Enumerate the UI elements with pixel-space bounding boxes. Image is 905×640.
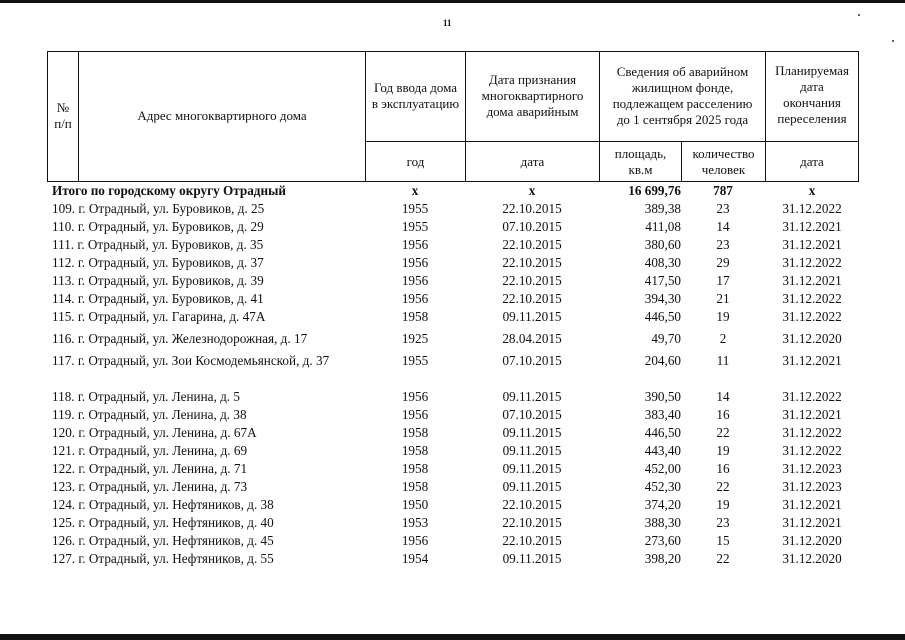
scan-bottom-border — [0, 634, 905, 640]
row-people: 19 — [716, 443, 730, 458]
table-row — [47, 254, 859, 272]
row-date: 09.11.2015 — [502, 461, 562, 476]
row-address: 121. г. Отрадный, ул. Ленина, д. 69 — [52, 443, 248, 458]
row-year: 1956 — [401, 255, 429, 270]
table-row — [47, 550, 859, 568]
row-address: 111. г. Отрадный, ул. Буровиков, д. 35 — [52, 237, 264, 252]
row-planned: 31.12.2022 — [782, 389, 842, 404]
table-row — [47, 424, 859, 442]
table-row — [47, 200, 859, 218]
row-planned: 31.12.2021 — [782, 353, 842, 368]
row-year: 1956 — [401, 237, 429, 252]
row-people: 17 — [716, 273, 730, 288]
row-year: 1956 — [401, 389, 429, 404]
row-area: 204,60 — [644, 353, 681, 368]
header-col-info: Сведения об аварийном жилищном фонде, подлежащем расселению до 1 сентября 2025 года — [612, 64, 753, 127]
row-area: 446,50 — [644, 425, 681, 440]
row-area: 411,08 — [645, 219, 681, 234]
row-date: 22.10.2015 — [502, 237, 562, 252]
row-year: 1954 — [401, 551, 429, 566]
row-area: 380,60 — [644, 237, 681, 252]
row-area: 49,70 — [651, 331, 681, 346]
row-year: 1953 — [401, 515, 429, 530]
row-year: 1958 — [401, 461, 429, 476]
row-address: 124. г. Отрадный, ул. Нефтяников, д. 38 — [52, 497, 274, 512]
row-planned: 31.12.2022 — [782, 201, 842, 216]
row-address: 112. г. Отрадный, ул. Буровиков, д. 37 — [52, 255, 264, 270]
row-date: 07.10.2015 — [502, 219, 562, 234]
row-area: 390,50 — [644, 389, 681, 404]
total-area: 16 699,76 — [628, 183, 681, 198]
row-area: 383,40 — [644, 407, 681, 422]
row-year: 1955 — [401, 201, 429, 216]
table-row — [47, 496, 859, 514]
row-planned: 31.12.2022 — [782, 425, 842, 440]
row-year: 1925 — [401, 331, 429, 346]
row-year: 1950 — [401, 497, 429, 512]
row-planned: 31.12.2021 — [782, 407, 842, 422]
header-col-recognized: Дата признания многоквартирного дома аварийным — [481, 72, 584, 119]
row-year: 1958 — [401, 309, 429, 324]
row-people: 29 — [716, 255, 730, 270]
row-date: 09.11.2015 — [502, 389, 562, 404]
row-address: 116. г. Отрадный, ул. Железнодорожная, д. 17 — [52, 331, 308, 346]
row-area: 273,60 — [644, 533, 681, 548]
row-address: 122. г. Отрадный, ул. Ленина, д. 71 — [52, 461, 248, 476]
header-col-address: Адрес многоквартирного дома — [137, 108, 307, 123]
table-row — [47, 352, 859, 370]
row-date: 22.10.2015 — [502, 201, 562, 216]
row-area: 446,50 — [644, 309, 681, 324]
row-planned: 31.12.2023 — [782, 479, 842, 494]
table-row — [47, 388, 859, 406]
row-people: 15 — [716, 533, 730, 548]
table-row — [47, 406, 859, 424]
row-date: 09.11.2015 — [502, 443, 562, 458]
scan-speck — [858, 14, 860, 16]
row-people: 23 — [716, 237, 730, 252]
row-year: 1956 — [401, 407, 429, 422]
scan-top-border — [0, 0, 905, 3]
total-year: x — [411, 183, 419, 198]
row-planned: 31.12.2023 — [782, 461, 842, 476]
row-date: 22.10.2015 — [502, 273, 562, 288]
table-row — [47, 330, 859, 348]
scan-speck — [892, 40, 894, 42]
row-address: 115. г. Отрадный, ул. Гагарина, д. 47А — [52, 309, 266, 324]
row-planned: 31.12.2022 — [782, 291, 842, 306]
row-year: 1958 — [401, 479, 429, 494]
row-planned: 31.12.2020 — [782, 551, 842, 566]
header-col-num: № п/п — [54, 100, 72, 131]
header-border-right — [858, 51, 859, 182]
row-address: 118. г. Отрадный, ул. Ленина, д. 5 — [52, 389, 240, 404]
row-planned: 31.12.2020 — [782, 331, 842, 346]
table-row — [47, 290, 859, 308]
row-date: 07.10.2015 — [502, 353, 562, 368]
row-address: 114. г. Отрадный, ул. Буровиков, д. 41 — [52, 291, 264, 306]
row-date: 22.10.2015 — [502, 255, 562, 270]
row-planned: 31.12.2021 — [782, 219, 842, 234]
row-area: 398,20 — [644, 551, 681, 566]
total-row — [47, 182, 859, 200]
row-people: 22 — [716, 479, 730, 494]
row-year: 1955 — [401, 353, 429, 368]
row-planned: 31.12.2021 — [782, 237, 842, 252]
row-date: 07.10.2015 — [502, 407, 562, 422]
table-row — [47, 236, 859, 254]
row-people: 21 — [716, 291, 730, 306]
row-year: 1958 — [401, 425, 429, 440]
row-year: 1956 — [401, 291, 429, 306]
row-planned: 31.12.2020 — [782, 533, 842, 548]
row-area: 374,20 — [644, 497, 681, 512]
row-area: 388,30 — [644, 515, 681, 530]
row-address: 126. г. Отрадный, ул. Нефтяников, д. 45 — [52, 533, 274, 548]
row-year: 1956 — [401, 273, 429, 288]
row-planned: 31.12.2021 — [782, 515, 842, 530]
row-people: 19 — [716, 309, 730, 324]
row-area: 452,00 — [644, 461, 681, 476]
row-date: 09.11.2015 — [502, 551, 562, 566]
row-people: 2 — [719, 331, 727, 346]
header-col-year: Год ввода дома в эксплуатацию — [371, 80, 460, 111]
header-sub-area: площадь, кв.м — [614, 145, 667, 177]
row-year: 1956 — [401, 533, 429, 548]
row-people: 16 — [716, 407, 730, 422]
row-date: 28.04.2015 — [502, 331, 562, 346]
row-people: 14 — [716, 219, 730, 234]
row-area: 394,30 — [644, 291, 681, 306]
row-date: 22.10.2015 — [502, 291, 562, 306]
row-year: 1958 — [401, 443, 429, 458]
header-sub-people: количество человек — [692, 145, 755, 177]
header-sub-year: год — [406, 153, 425, 169]
row-date: 22.10.2015 — [502, 497, 562, 512]
row-people: 11 — [716, 353, 730, 368]
table-row — [47, 442, 859, 460]
row-address: 113. г. Отрадный, ул. Буровиков, д. 39 — [52, 273, 264, 288]
table-row — [47, 532, 859, 550]
row-address: 119. г. Отрадный, ул. Ленина, д. 38 — [52, 407, 247, 422]
header-col-planned: Планируемая дата окончания переселения — [775, 63, 849, 126]
page-number: 11 — [443, 18, 452, 28]
row-planned: 31.12.2022 — [782, 255, 842, 270]
table-header — [47, 51, 859, 182]
row-area: 443,40 — [644, 443, 681, 458]
row-date: 09.11.2015 — [502, 425, 562, 440]
row-address: 125. г. Отрадный, ул. Нефтяников, д. 40 — [52, 515, 274, 530]
row-address: 120. г. Отрадный, ул. Ленина, д. 67А — [52, 425, 257, 440]
row-address: 127. г. Отрадный, ул. Нефтяников, д. 55 — [52, 551, 274, 566]
total-date: x — [528, 183, 536, 198]
row-people: 22 — [716, 551, 730, 566]
row-address: 110. г. Отрадный, ул. Буровиков, д. 29 — [52, 219, 264, 234]
row-people: 23 — [716, 201, 730, 216]
row-people: 22 — [716, 425, 730, 440]
row-address: 109. г. Отрадный, ул. Буровиков, д. 25 — [52, 201, 265, 216]
row-date: 22.10.2015 — [502, 533, 562, 548]
row-planned: 31.12.2021 — [782, 273, 842, 288]
table-row — [47, 218, 859, 236]
row-date: 09.11.2015 — [502, 479, 562, 494]
row-planned: 31.12.2022 — [782, 443, 842, 458]
row-date: 22.10.2015 — [502, 515, 562, 530]
row-area: 452,30 — [644, 479, 681, 494]
row-area: 389,38 — [644, 201, 681, 216]
row-people: 23 — [716, 515, 730, 530]
header-sub-date: дата — [520, 153, 545, 169]
total-label: Итого по городскому округу Отрадный — [52, 183, 286, 198]
row-area: 408,30 — [644, 255, 681, 270]
table-row — [47, 308, 859, 326]
table-row — [47, 514, 859, 532]
table-row — [47, 478, 859, 496]
row-year: 1955 — [401, 219, 429, 234]
row-address: 123. г. Отрадный, ул. Ленина, д. 73 — [52, 479, 248, 494]
row-planned: 31.12.2022 — [782, 309, 842, 324]
row-address: 117. г. Отрадный, ул. Зои Космодемьянской, д. 37 — [52, 353, 330, 368]
row-planned: 31.12.2021 — [782, 497, 842, 512]
table-row — [47, 460, 859, 478]
row-people: 14 — [716, 389, 730, 404]
total-people: 787 — [713, 183, 733, 198]
row-people: 19 — [716, 497, 730, 512]
total-planned: x — [808, 183, 816, 198]
row-people: 16 — [716, 461, 730, 476]
header-sub-planned: дата — [800, 153, 824, 169]
table-row — [47, 272, 859, 290]
row-date: 09.11.2015 — [502, 309, 562, 324]
row-area: 417,50 — [644, 273, 681, 288]
